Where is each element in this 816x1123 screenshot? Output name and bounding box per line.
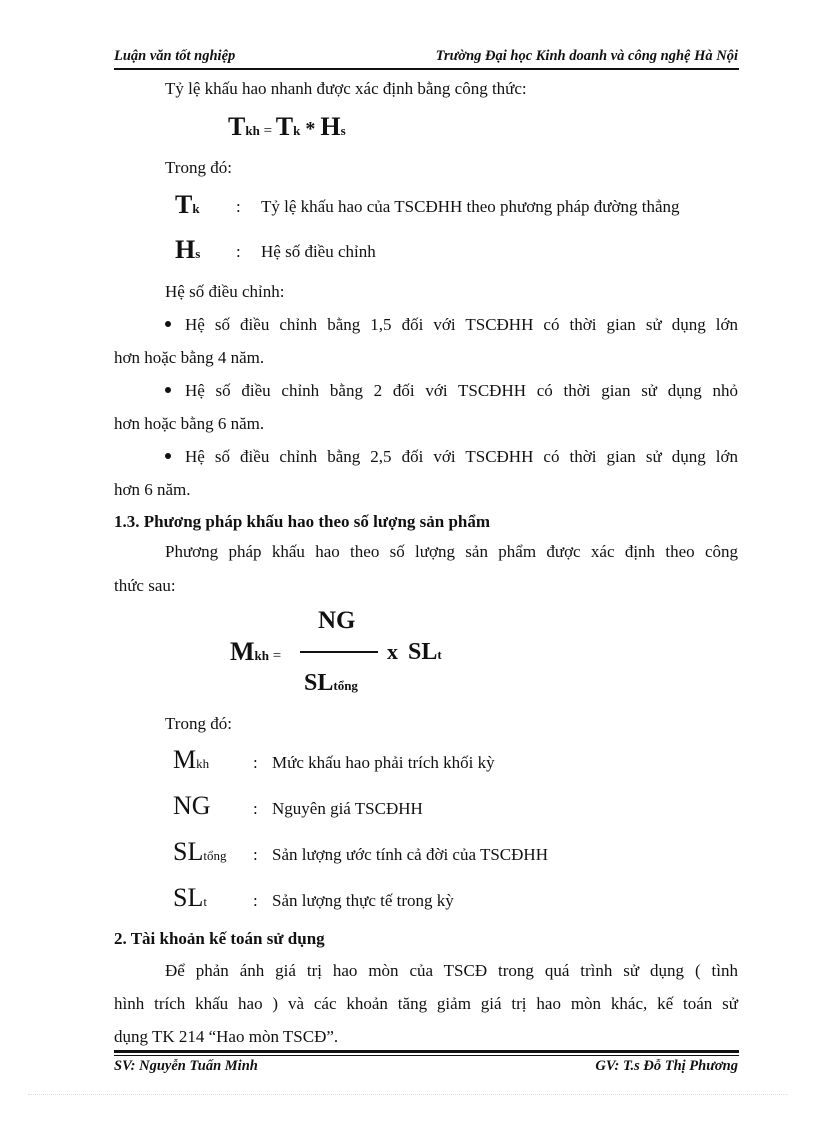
fraction-bar [300, 651, 378, 653]
section-2-heading: 2. Tài khoản kế toán sử dụng [114, 929, 325, 948]
formula-denominator: SLtổng [304, 670, 358, 696]
footer-rule-thick [114, 1050, 739, 1053]
def-desc-hs: Hệ số điều chỉnh [261, 242, 376, 261]
header-right: Trường Đại học Kinh doanh và công nghệ Hà Nội [435, 48, 738, 64]
footer-rule-thin [114, 1055, 739, 1056]
def-colon-tk: : [236, 197, 241, 216]
footer-student: SV: Nguyễn Tuấn Minh [114, 1058, 258, 1074]
def-colon-hs: : [236, 242, 241, 261]
where-label-2: Trong đó: [165, 714, 232, 733]
def2-colon-ng: : [253, 799, 258, 818]
header-rule [114, 68, 739, 70]
bullet-2-line-1: Hệ số điều chỉnh bằng 2 đối với TSCĐHH có thời gian sử dụng nhỏ [114, 380, 738, 402]
def-symbol-hs: Hs [175, 235, 201, 264]
para-2-line-1: Để phản ánh giá trị hao mòn của TSCĐ trong quá trình sử dụng ( tình [165, 961, 738, 980]
bullet-dot [165, 321, 171, 327]
bullet-3-line-1: Hệ số điều chỉnh bằng 2,5 đối với TSCĐHH có thời gian sử dụng lớn [114, 446, 738, 468]
def2-desc-slt: Sản lượng thực tế trong kỳ [272, 891, 454, 910]
def2-colon-sltong: : [253, 845, 258, 864]
header-left: Luận văn tốt nghiệp [114, 48, 236, 64]
page-bottom-dotted-line [28, 1094, 788, 1095]
where-label-1: Trong đó: [165, 158, 232, 177]
section-1-3-heading: 1.3. Phương pháp khấu hao theo số lượng sản phẩm [114, 512, 491, 531]
bullet-3-line-2: hơn 6 năm. [114, 480, 191, 499]
def2-desc-ng: Nguyên giá TSCĐHH [272, 799, 423, 818]
formula-fast-depreciation: Tkh = Tk * Hs [228, 112, 346, 141]
bullet-dot [165, 387, 171, 393]
def-desc-tk: Tỷ lệ khấu hao của TSCĐHH theo phương pháp đường thẳng [261, 197, 680, 216]
para-2-line-3: dụng TK 214 “Hao mòn TSCĐ”. [114, 1027, 339, 1046]
def2-symbol-mkh: Mkh [173, 745, 210, 774]
bullet-dot [165, 453, 171, 459]
para-2-line-2: hình trích khấu hao ) và các khoản tăng giảm giá trị hao mòn khác, kế toán sử [114, 994, 738, 1013]
def2-desc-sltong: Sản lượng ước tính cả đời của TSCĐHH [272, 845, 548, 864]
coef-title: Hệ số điều chỉnh: [165, 282, 285, 301]
intro-text: Tỷ lệ khấu hao nhanh được xác định bằng công thức: [165, 79, 527, 98]
formula-numerator: NG [318, 607, 356, 634]
page-footer [114, 1058, 738, 1078]
para-1-3-line-1: Phương pháp khấu hao theo số lượng sản phẩm được xác định theo công [165, 542, 738, 561]
footer-advisor: GV: T.s Đỗ Thị Phương [595, 1058, 738, 1074]
bullet-2-line-2: hơn hoặc bằng 6 năm. [114, 414, 265, 433]
def2-symbol-sltong: SLtổng [173, 837, 227, 866]
para-1-3-line-2: thức sau: [114, 576, 176, 595]
formula-lhs: Mkh = [230, 637, 285, 666]
def-symbol-tk: Tk [175, 190, 200, 219]
bullet-1-line-1: Hệ số điều chỉnh bằng 1,5 đối với TSCĐHH có thời gian sử dụng lớn [114, 314, 738, 336]
def2-symbol-slt: SLt [173, 883, 207, 912]
formula-rhs: x SLt [387, 639, 442, 665]
def2-colon-mkh: : [253, 753, 258, 772]
bullet-1-line-2: hơn hoặc bằng 4 năm. [114, 348, 265, 367]
def2-colon-slt: : [253, 891, 258, 910]
page-header [114, 48, 738, 68]
def2-desc-mkh: Mức khấu hao phải trích khối kỳ [272, 753, 495, 772]
def2-symbol-ng: NG [173, 791, 211, 820]
